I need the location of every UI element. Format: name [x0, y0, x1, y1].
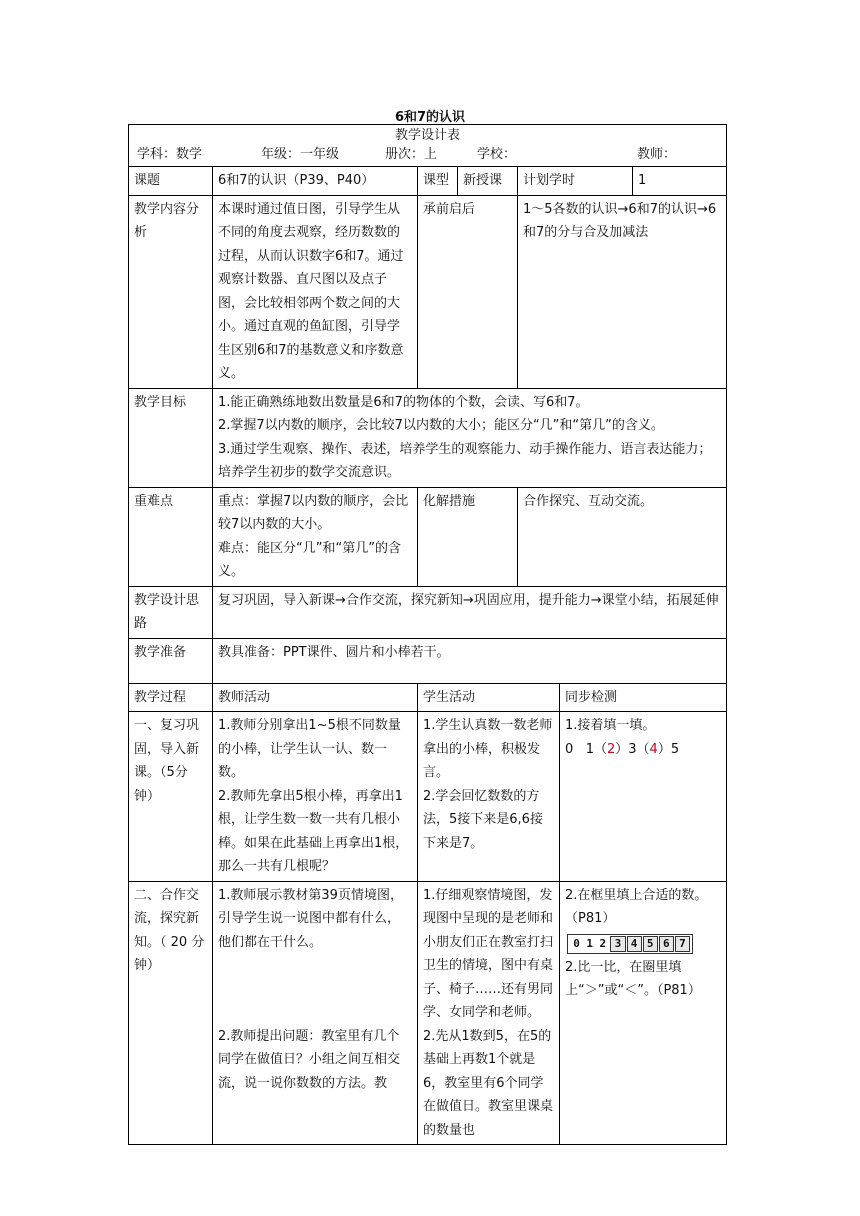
process-header-teacher: 教师活动: [213, 683, 418, 712]
ruler-digit: 3: [610, 936, 625, 952]
stage1-row: [129, 712, 727, 882]
answer-value: 2: [606, 741, 616, 757]
prep-row: [129, 638, 727, 683]
stage2-row: [129, 881, 727, 1145]
process-header-stage: 教学过程: [129, 683, 213, 712]
seq-part: 0: [565, 741, 574, 757]
topic-value: 6和7的认识（P39、P40）: [213, 167, 418, 196]
teacher-activity: 2.教师先拿出5根小棒，再拿出1根，让学生数一数一共有几根小棒。如果在此基础上再拿出1根，那么一共有几根呢？: [218, 788, 409, 874]
lesson-type-value: 新授课: [458, 167, 518, 196]
measures-label: 化解措施: [418, 487, 518, 586]
design-row: [129, 586, 727, 638]
goal-item: 2.掌握7以内数的顺序，会比较7以内数的大小；能区分“几”和“第几”的含义。: [218, 418, 664, 433]
grade-field: 年级：一年级: [261, 147, 340, 162]
stage2-student: [418, 881, 560, 1145]
stage1-check: [560, 712, 727, 882]
goals-row: [129, 388, 727, 487]
teacher-activity: 1.教师分别拿出1~5根不同数量的小棒，让学生认一认、数一数。: [218, 718, 401, 780]
process-header-check: 同步检测: [560, 683, 727, 712]
ruler-digit: 7: [675, 936, 690, 952]
keypoints-content: [213, 487, 418, 586]
goal-item: 1.能正确熟练地数出数量是6和7的物体的个数，会读、写6和7。: [218, 394, 589, 410]
stage2-label: 二、合作交流，探究新知。（ 20 分钟）: [129, 881, 213, 1145]
analysis-label: 教学内容分析: [129, 195, 213, 388]
stage1-label: 一、复习巩固，导入新课。（5分钟）: [129, 712, 213, 882]
check-item: 2.比一比，在圈里填上“＞”或“＜”。（P81）: [565, 959, 701, 998]
school-field: 学校：: [477, 147, 517, 162]
process-header-student: 学生活动: [418, 683, 560, 712]
answer-value: 4: [649, 741, 658, 757]
check-title: 1.接着填一填。: [565, 718, 656, 733]
continuity-content: 1～5各数的认识→6和7的认识→6和7的分与合及加减法: [518, 195, 727, 388]
prep-content: 教具准备：PPT课件、圆片和小棒若干。: [213, 638, 727, 683]
goals-label: 教学目标: [129, 388, 213, 487]
design-label: 教学设计思路: [129, 586, 213, 638]
continuity-label: 承前启后: [418, 195, 518, 388]
teacher-activity: 2.教师提出问题：教室里有几个同学在做值日？小组之间互相交流，说一说你数数的方法。教: [218, 1028, 401, 1091]
student-activity: 1.学生认真数一数老师拿出的小棒，积极发言。: [423, 718, 553, 780]
goals-content: [213, 388, 727, 487]
teacher-field: 教师：: [637, 147, 677, 162]
lesson-type-label: 课型: [418, 167, 458, 196]
topic-label: 课题: [129, 167, 213, 196]
student-activity: 1.仔细观察情境图，发现图中呈现的是老师和小朋友们正在教室打扫卫生的情境，图中有桌子、椅子……还有男同学、女同学和老师。: [423, 887, 554, 1020]
fill-sequence: [565, 738, 721, 762]
prep-label: 教学准备: [129, 638, 213, 683]
design-content: 复习巩固，导入新课→合作交流，探究新知→巩固应用，提升能力→课堂小结，拓展延伸: [213, 586, 727, 638]
student-activity: 2.学会回忆数数的方法，5接下来是6,6接下来是7。: [423, 788, 543, 851]
stage2-check: [560, 881, 727, 1145]
lesson-design-table: [128, 124, 727, 1145]
ruler-digit: 0: [573, 936, 580, 950]
ruler-digit: 5: [643, 936, 658, 952]
table-caption: 教学设计表: [395, 128, 461, 143]
process-header-row: [129, 683, 727, 712]
analysis-content: 本课时通过值日图，引导学生从不同的角度去观察，经历数数的过程，从而认识数字6和7。通过观察计数器、直尺图以及点子图，会比较相邻两个数之间的大小。通过直观的鱼缸图，引导学生区别6和7的基数意义和序数意义。: [213, 195, 418, 388]
planned-hours-label: 计划学时: [518, 167, 633, 196]
stage1-teacher: [213, 712, 418, 882]
difficult-point: 难点：能区分“几”和“第几”的含义。: [218, 540, 401, 579]
measures-value: 合作探究、互动交流。: [518, 487, 727, 586]
volume-field: 册次：上: [385, 147, 438, 162]
subject-field: 学科：数学: [137, 147, 203, 162]
keypoints-label: 重难点: [129, 487, 213, 586]
teacher-activity: 1.教师展示教材第39页情境图，引导学生说一说图中都有什么，他们都在干什么。: [218, 887, 403, 950]
topic-row: [129, 167, 727, 196]
ruler-digit: 6: [659, 936, 674, 952]
student-activity: 2.先从1数到5，在5的基础上再数1个就是6，教室里有6个同学在做值日。教室里课桌的数量也: [423, 1028, 554, 1138]
stage1-student: [418, 712, 560, 882]
number-ruler-figure: [567, 934, 693, 954]
info-line: [137, 145, 718, 166]
analysis-row: [129, 195, 727, 388]
check-item: 2.在框里填上合适的数。（P81）: [565, 887, 708, 926]
seq-part: 1（: [585, 741, 607, 757]
keypoints-row: [129, 487, 727, 586]
goal-item: 3.通过学生观察、操作、表述，培养学生的观察能力、动手操作能力、语言表达能力；培养学生初步的数学交流意识。: [218, 441, 712, 480]
planned-hours-value: 1: [633, 167, 727, 196]
key-point: 重点：掌握7以内数的顺序，会比较7以内数的大小。: [218, 493, 409, 532]
ruler-digit: 4: [627, 936, 642, 952]
seq-part: ）5: [657, 741, 680, 757]
document-title: 6和7的认识: [394, 110, 466, 125]
ruler-digit: 1: [586, 936, 593, 950]
header-row: [129, 125, 727, 167]
stage2-teacher: [213, 881, 418, 1145]
ruler-digit: 2: [599, 936, 607, 950]
seq-part: ）3（: [615, 741, 650, 757]
